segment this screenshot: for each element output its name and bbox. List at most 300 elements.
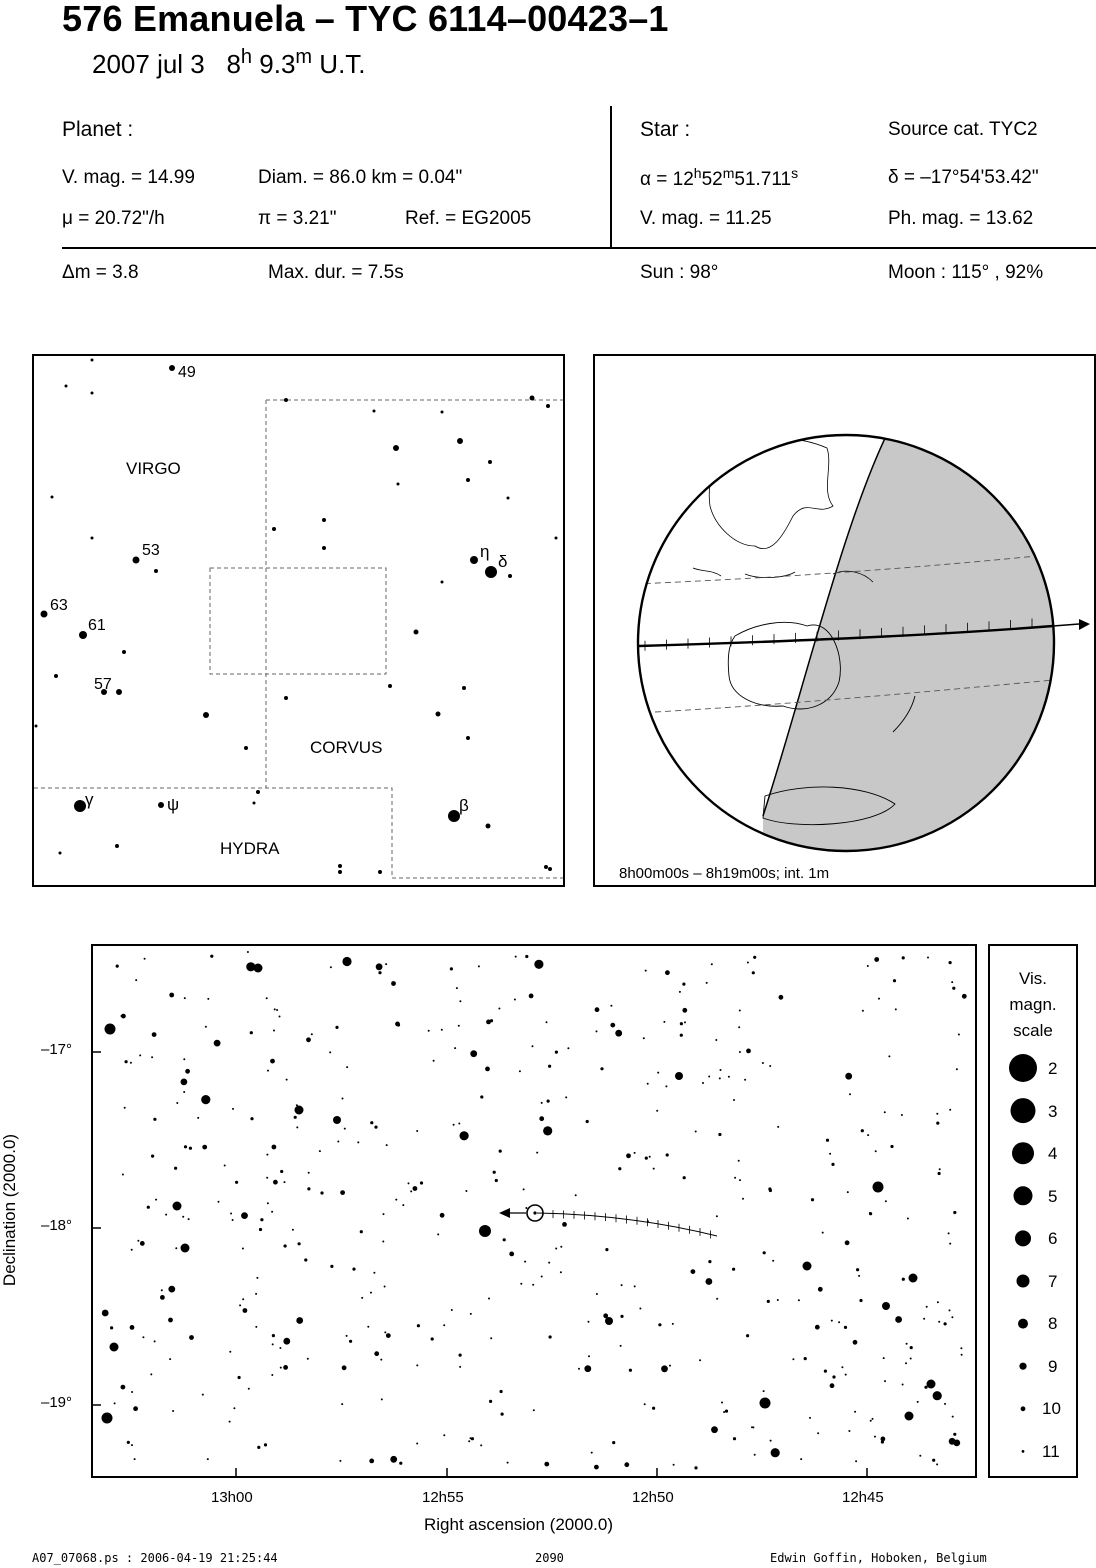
bright-field-star: [479, 1225, 491, 1237]
bright-field-star: [882, 1302, 890, 1310]
chart-x-axis-label: Right ascension (2000.0): [424, 1515, 614, 1534]
field-star: [267, 1070, 269, 1072]
field-star: [490, 1337, 492, 1339]
scale-label-8: 8: [1048, 1314, 1058, 1333]
field-star: [841, 1366, 843, 1368]
field-star: [680, 1022, 683, 1025]
star-chart-canvas: [93, 946, 975, 1476]
field-star: [465, 1190, 467, 1192]
field-star: [470, 1050, 477, 1057]
field-star: [867, 1134, 869, 1136]
field-star: [867, 965, 869, 967]
field-star: [205, 1026, 207, 1028]
field-star: [533, 1409, 535, 1411]
path-direction-line: [1053, 624, 1079, 626]
field-star: [826, 1139, 829, 1142]
field-star: [734, 1177, 736, 1179]
field-star: [304, 1258, 307, 1261]
constellation-star: [485, 566, 497, 578]
xtick-13h00: 13h00: [211, 1489, 253, 1506]
field-star: [665, 970, 670, 975]
planet-reference: Ref. = EG2005: [405, 208, 532, 229]
field-star: [520, 1283, 522, 1285]
field-star: [666, 1153, 669, 1156]
field-star: [202, 1145, 207, 1150]
field-star: [524, 1261, 526, 1263]
xtick-12h45: 12h45: [842, 1489, 884, 1506]
field-star: [242, 1298, 244, 1300]
chart-y-axis-label: Declination (2000.0): [0, 1133, 19, 1287]
field-star: [416, 1443, 418, 1445]
scale-label-4: 4: [1048, 1144, 1058, 1163]
field-star: [242, 1248, 244, 1250]
scale-label-3: 3: [1048, 1102, 1058, 1121]
field-star: [901, 1114, 903, 1116]
constellation-star: [59, 852, 62, 855]
field-star: [142, 1336, 144, 1338]
field-star: [127, 1441, 130, 1444]
field-star: [902, 1384, 904, 1386]
bright-field-star: [909, 1274, 918, 1283]
label-delta: δ: [498, 552, 508, 571]
field-star: [284, 1181, 286, 1183]
field-star: [596, 1293, 598, 1295]
field-star: [679, 991, 681, 993]
field-star: [620, 1345, 622, 1347]
field-star: [720, 1069, 722, 1071]
field-star: [626, 1153, 631, 1158]
constellation-star: [322, 546, 326, 550]
field-star: [525, 955, 528, 958]
field-star: [718, 1133, 721, 1136]
field-star: [272, 1343, 274, 1345]
field-star: [738, 1026, 740, 1028]
field-star: [624, 1462, 629, 1467]
ra-seconds: 51.711: [734, 169, 792, 190]
field-star: [257, 1446, 260, 1449]
field-star: [944, 1403, 946, 1405]
constellation-star: [272, 527, 276, 531]
field-star: [260, 1218, 263, 1221]
constellation-star: [388, 684, 392, 688]
field-star: [792, 1358, 794, 1360]
field-star: [420, 1181, 423, 1184]
globe-panel: [593, 354, 1096, 887]
field-star: [858, 1275, 860, 1277]
field-star: [944, 1322, 947, 1325]
field-star: [279, 1347, 281, 1349]
star-phmag: Ph. mag. = 13.62: [888, 208, 1034, 229]
label-star-53: 53: [142, 542, 160, 559]
field-star: [853, 1340, 858, 1345]
field-star: [133, 1406, 138, 1411]
field-star: [176, 1102, 178, 1104]
field-star: [102, 1310, 109, 1317]
event-datetime: [92, 46, 366, 80]
field-star: [615, 1030, 622, 1037]
field-star: [381, 1398, 383, 1400]
field-star: [121, 1014, 126, 1019]
field-star: [152, 1032, 157, 1037]
field-star: [665, 1085, 667, 1087]
event-time-hours: 8: [226, 49, 241, 79]
field-star: [125, 1060, 128, 1063]
field-star: [376, 963, 383, 970]
field-star: [181, 1079, 188, 1086]
field-star: [485, 1067, 490, 1072]
field-star: [361, 1297, 363, 1299]
field-star: [647, 1083, 649, 1085]
field-star: [346, 1066, 348, 1068]
field-star: [124, 1107, 126, 1109]
field-star: [541, 1102, 543, 1104]
label-star-57: 57: [94, 676, 112, 693]
field-star: [459, 1366, 461, 1368]
scale-dot: [1022, 1450, 1025, 1453]
field-star: [529, 994, 534, 999]
field-star: [848, 1430, 850, 1432]
field-star: [663, 1021, 665, 1023]
constellation-star: [488, 460, 492, 464]
ytick-19: –19°: [41, 1394, 73, 1411]
field-star: [612, 1441, 615, 1444]
field-star: [243, 1308, 248, 1313]
field-star: [320, 1191, 323, 1194]
field-star: [584, 1365, 591, 1372]
field-star: [184, 997, 186, 999]
bright-field-star: [873, 1182, 884, 1193]
constellation-star: [284, 398, 288, 402]
label-psi: ψ: [167, 795, 180, 814]
field-star: [456, 987, 458, 989]
field-star: [885, 1200, 887, 1202]
field-star: [869, 1212, 871, 1214]
field-star: [339, 1460, 341, 1462]
field-star: [267, 1202, 269, 1204]
field-star: [378, 971, 381, 974]
field-star: [595, 1007, 600, 1012]
event-time-minutes: 9.3: [252, 49, 296, 79]
scale-dot: [1011, 1098, 1036, 1123]
field-star: [390, 1456, 397, 1463]
field-star: [723, 1411, 725, 1413]
ra-h-unit: h: [693, 165, 702, 181]
field-star: [298, 1242, 301, 1245]
field-star: [330, 1265, 333, 1268]
field-star: [168, 1318, 173, 1323]
constellation-star: [414, 630, 419, 635]
field-star: [283, 1338, 290, 1345]
bright-field-star: [181, 1244, 190, 1253]
field-star: [958, 1034, 960, 1036]
scale-dot: [1021, 1406, 1026, 1411]
field-star: [618, 1167, 621, 1170]
field-star: [534, 960, 543, 969]
bright-field-star: [905, 1412, 914, 1421]
bright-field-star: [110, 1343, 119, 1352]
field-star: [643, 1037, 645, 1039]
field-star: [809, 1417, 811, 1419]
field-star: [144, 958, 146, 960]
field-star: [895, 1316, 902, 1323]
field-star: [854, 1411, 856, 1413]
field-star: [165, 1214, 167, 1216]
hours-unit: h: [240, 46, 253, 68]
field-star: [817, 1432, 819, 1434]
field-star: [948, 1232, 950, 1234]
field-star: [694, 1466, 697, 1469]
field-star: [747, 962, 749, 964]
field-star: [578, 1368, 580, 1370]
field-star: [271, 1374, 273, 1376]
header-row-divider: [62, 247, 1096, 249]
field-star: [629, 1369, 632, 1372]
field-star: [605, 1248, 608, 1251]
field-star: [777, 1126, 779, 1128]
field-star: [139, 1054, 141, 1056]
field-star: [937, 1301, 939, 1303]
field-star: [952, 1416, 954, 1418]
constellation-star: [373, 410, 376, 413]
field-star: [346, 1335, 348, 1337]
ra-s-unit: s: [791, 165, 799, 181]
field-star: [938, 1321, 940, 1323]
constellation-star: [122, 650, 126, 654]
field-star: [831, 1163, 834, 1166]
field-star: [235, 1181, 238, 1184]
star-declination: δ = –17°54'53.42": [888, 167, 1039, 188]
field-star: [543, 1126, 552, 1135]
field-star: [754, 1454, 756, 1456]
label-corvus: CORVUS: [310, 738, 383, 757]
field-star: [725, 1410, 728, 1413]
field-star: [739, 1179, 741, 1181]
sun-elongation: Sun : 98°: [640, 262, 719, 283]
constellation-star: [133, 557, 140, 564]
field-star: [272, 1145, 277, 1150]
bright-field-star: [254, 964, 263, 973]
field-star: [919, 1455, 921, 1457]
field-star: [645, 1157, 648, 1160]
field-star: [949, 1109, 951, 1111]
constellation-star: [54, 674, 58, 678]
field-star: [395, 1199, 397, 1201]
field-star: [443, 1434, 445, 1436]
globe-canvas: [595, 356, 1094, 885]
field-star: [588, 1321, 590, 1323]
field-star: [562, 1222, 567, 1227]
constellation-star: [378, 870, 382, 874]
field-star: [386, 1144, 388, 1146]
field-star: [433, 1060, 435, 1062]
field-star: [224, 1165, 226, 1167]
field-star: [110, 1326, 113, 1329]
field-star: [229, 1421, 231, 1423]
field-star: [594, 1465, 599, 1470]
field-star: [951, 981, 953, 983]
constellation-star: [486, 824, 491, 829]
bright-field-star: [333, 1116, 341, 1124]
field-star: [596, 1030, 598, 1032]
field-star: [672, 1323, 674, 1325]
page-title: 576 Emanuela – TYC 6114–00423–1: [62, 0, 669, 39]
field-star: [183, 1091, 185, 1093]
field-star: [337, 1141, 339, 1143]
xtick-12h55: 12h55: [422, 1489, 464, 1506]
field-star: [495, 1179, 498, 1182]
field-star: [657, 1072, 659, 1074]
field-star: [588, 1355, 590, 1357]
field-star: [673, 1464, 675, 1466]
field-star: [384, 1331, 386, 1333]
field-star: [174, 1167, 177, 1170]
field-star: [450, 967, 453, 970]
field-star: [644, 1403, 646, 1405]
field-star: [874, 957, 879, 962]
field-star: [437, 1233, 439, 1235]
field-star: [519, 1070, 521, 1072]
field-star: [503, 1238, 506, 1241]
field-star: [214, 1040, 221, 1047]
ytick-18: –18°: [41, 1217, 73, 1234]
field-star: [319, 1150, 321, 1152]
field-star: [271, 1211, 273, 1213]
field-star: [330, 966, 332, 968]
constellation-star: [65, 385, 68, 388]
field-star: [357, 1141, 359, 1143]
field-star: [397, 1023, 400, 1026]
field-star: [283, 1365, 288, 1370]
field-star: [239, 1304, 241, 1306]
field-star: [949, 1309, 951, 1311]
label-virgo: VIRGO: [126, 459, 181, 478]
field-star: [706, 982, 708, 984]
field-star: [137, 1240, 139, 1242]
field-star: [549, 1335, 552, 1338]
field-star: [370, 1121, 373, 1124]
field-star: [649, 1156, 651, 1158]
constellation-star: [91, 359, 94, 362]
field-star: [815, 1325, 820, 1330]
field-star: [255, 1326, 257, 1328]
field-star: [548, 1262, 550, 1264]
field-star: [752, 1426, 754, 1428]
ra-m-unit: m: [722, 165, 735, 181]
field-star: [131, 1249, 133, 1251]
field-star: [273, 1030, 275, 1032]
field-star: [493, 1171, 496, 1174]
field-star: [716, 1298, 718, 1300]
field-star: [610, 1005, 612, 1007]
label-hydra: HYDRA: [220, 839, 280, 858]
field-star: [884, 1380, 886, 1382]
field-star: [131, 1391, 133, 1393]
field-star: [201, 1095, 210, 1104]
max-duration: Max. dur. = 7.5s: [268, 262, 404, 283]
field-star: [544, 1462, 549, 1467]
field-star: [151, 1155, 154, 1158]
field-star: [250, 1031, 253, 1034]
constellation-stars: [35, 359, 558, 875]
bright-field-star: [803, 1262, 812, 1271]
field-star: [824, 1370, 827, 1373]
field-star: [739, 1010, 741, 1012]
field-star: [845, 1073, 852, 1080]
field-star: [962, 994, 967, 999]
field-star: [560, 1271, 562, 1273]
field-star: [306, 1037, 311, 1042]
field-star: [386, 1333, 391, 1338]
field-star: [811, 1198, 814, 1201]
constellation-star: [530, 396, 535, 401]
constellation-star: [51, 496, 54, 499]
label-star-49: 49: [178, 364, 196, 381]
field-star: [232, 1219, 234, 1221]
field-star: [151, 1056, 153, 1058]
field-star: [202, 1394, 204, 1396]
path-direction-arrow-icon: [1079, 619, 1090, 630]
field-star: [307, 1187, 310, 1190]
field-star: [489, 1400, 492, 1403]
ra-hours: α = 12: [640, 169, 694, 190]
field-star: [532, 1284, 534, 1286]
field-star: [459, 1000, 461, 1002]
field-star: [185, 1069, 190, 1074]
field-star: [500, 1390, 503, 1393]
constellation-star: [253, 802, 256, 805]
magnitude-scale-canvas: [990, 946, 1076, 1476]
field-star: [575, 1194, 577, 1196]
constellation-star: [79, 631, 87, 639]
field-star: [938, 1172, 941, 1175]
event-date: 2007 jul 3: [92, 49, 205, 79]
field-star: [134, 1458, 136, 1460]
field-star: [715, 1039, 717, 1041]
field-star: [733, 1437, 736, 1440]
field-star: [440, 1213, 445, 1218]
field-star: [804, 1357, 807, 1360]
field-star: [952, 987, 955, 990]
field-star: [383, 1213, 385, 1215]
field-star: [560, 1246, 562, 1248]
constellation-star: [169, 365, 175, 371]
field-star: [634, 1152, 636, 1154]
field-star: [207, 1458, 209, 1460]
field-star: [230, 1213, 232, 1215]
star-chart: [91, 944, 977, 1478]
field-star: [905, 1362, 907, 1364]
field-star: [699, 1359, 701, 1361]
field-star: [523, 1188, 525, 1190]
field-star: [391, 981, 396, 986]
constellation-star: [115, 844, 119, 848]
field-star: [732, 1268, 735, 1271]
field-star: [459, 1354, 462, 1357]
field-star: [838, 1321, 840, 1323]
field-star: [769, 1189, 772, 1192]
field-star: [923, 1318, 925, 1320]
field-star: [844, 1326, 847, 1329]
field-star: [621, 1284, 623, 1286]
field-star: [256, 1277, 258, 1279]
field-star: [374, 1351, 379, 1356]
field-star: [680, 1034, 683, 1037]
field-star: [182, 1216, 184, 1218]
field-star: [716, 1215, 718, 1217]
field-star: [961, 1354, 963, 1356]
bright-field-star: [927, 1380, 936, 1389]
field-star: [746, 1334, 749, 1337]
